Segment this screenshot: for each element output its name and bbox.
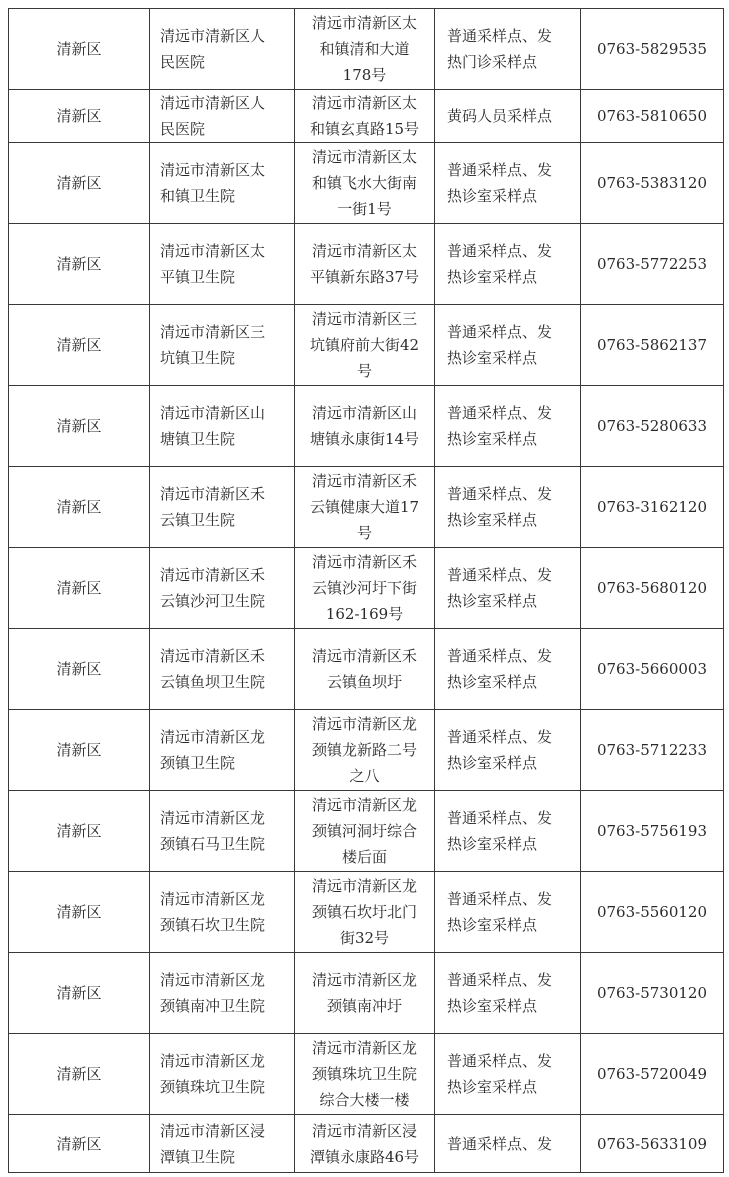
address-line: 清远市清新区三 <box>311 310 417 328</box>
table-row <box>9 629 724 710</box>
site-name-line: 平镇卫生院 <box>160 268 236 286</box>
site-type-line: 热诊室采样点 <box>447 835 538 853</box>
address-cell <box>295 386 435 467</box>
phone-cell: 0763-5383120 <box>581 143 724 224</box>
address-line: 综合大楼一楼 <box>319 1091 410 1109</box>
address-cell <box>295 791 435 872</box>
phone-cell: 0763-3162120 <box>581 467 724 548</box>
address-line: 街32号 <box>339 929 390 947</box>
site-name-line: 塘镇卫生院 <box>160 430 236 448</box>
site-name-cell <box>150 710 295 791</box>
site-name-cell <box>150 224 295 305</box>
phone-cell: 0763-5560120 <box>581 872 724 953</box>
address-line: 之八 <box>349 767 380 785</box>
site-name-line: 颈镇石马卫生院 <box>160 835 266 853</box>
address-line: 云镇健康大道17 <box>309 498 420 516</box>
site-type-cell <box>435 1115 581 1173</box>
address-cell <box>295 305 435 386</box>
address-line: 号 <box>356 524 372 542</box>
address-cell <box>295 467 435 548</box>
site-type-cell <box>435 90 581 143</box>
phone-cell: 0763-5280633 <box>581 386 724 467</box>
site-type-line: 普通采样点、发 <box>447 728 553 746</box>
address-line: 颈镇珠坑卫生院 <box>311 1065 417 1083</box>
district-cell: 清新区 <box>9 90 150 143</box>
site-name-line: 清远市清新区龙 <box>160 728 266 746</box>
site-type-cell <box>435 1034 581 1115</box>
phone-cell: 0763-5720049 <box>581 1034 724 1115</box>
site-name-line: 清远市清新区三 <box>160 323 266 341</box>
table-body <box>9 9 724 1173</box>
site-name-line: 和镇卫生院 <box>160 187 236 205</box>
site-type-line: 普通采样点、发 <box>447 27 553 45</box>
site-name-cell <box>150 386 295 467</box>
address-cell <box>295 548 435 629</box>
address-line: 一街1号 <box>337 200 392 218</box>
table-row <box>9 872 724 953</box>
district-cell: 清新区 <box>9 467 150 548</box>
phone-cell: 0763-5810650 <box>581 90 724 143</box>
phone-cell: 0763-5730120 <box>581 953 724 1034</box>
phone-cell: 0763-5712233 <box>581 710 724 791</box>
phone-cell: 0763-5756193 <box>581 791 724 872</box>
site-type-line: 普通采样点、发 <box>447 1052 553 1070</box>
site-name-line: 颈镇珠坑卫生院 <box>160 1078 266 1096</box>
address-cell <box>295 1034 435 1115</box>
site-type-cell <box>435 629 581 710</box>
address-line: 号 <box>356 362 372 380</box>
site-type-line: 普通采样点、发 <box>447 971 553 989</box>
site-name-line: 颈镇卫生院 <box>160 754 236 772</box>
site-type-cell <box>435 9 581 90</box>
phone-cell: 0763-5772253 <box>581 224 724 305</box>
site-name-line: 清远市清新区太 <box>160 242 266 260</box>
address-line: 云镇沙河圩下街 <box>311 579 417 597</box>
site-type-cell <box>435 953 581 1034</box>
phone-cell: 0763-5660003 <box>581 629 724 710</box>
site-name-cell <box>150 305 295 386</box>
site-name-line: 清远市清新区山 <box>160 404 266 422</box>
site-name-line: 清远市清新区龙 <box>160 890 266 908</box>
site-type-line: 热门诊采样点 <box>447 53 538 71</box>
site-name-line: 清远市清新区人 <box>160 94 266 112</box>
address-line: 清远市清新区太 <box>311 148 417 166</box>
district-cell: 清新区 <box>9 629 150 710</box>
address-line: 坑镇府前大街42 <box>309 336 420 354</box>
address-cell <box>295 90 435 143</box>
address-line: 颈镇河洞圩综合 <box>311 822 417 840</box>
address-cell <box>295 710 435 791</box>
site-name-cell <box>150 467 295 548</box>
site-type-line: 普通采样点、发 <box>447 404 553 422</box>
table-row <box>9 548 724 629</box>
site-type-line: 热诊室采样点 <box>447 916 538 934</box>
site-type-line: 普通采样点、发 <box>447 566 553 584</box>
address-line: 楼后面 <box>341 848 387 866</box>
address-line: 清远市清新区浸 <box>311 1121 417 1140</box>
site-name-cell <box>150 629 295 710</box>
site-type-line: 普通采样点、发 <box>447 485 553 503</box>
site-type-line: 热诊室采样点 <box>447 1078 538 1096</box>
address-line: 颈镇南冲圩 <box>326 997 402 1015</box>
site-type-line: 普通采样点、发 <box>447 809 553 827</box>
site-type-line: 普通采样点、发 <box>447 323 553 341</box>
table-row <box>9 224 724 305</box>
site-name-line: 清远市清新区太 <box>160 161 266 179</box>
table-row <box>9 953 724 1034</box>
address-line: 清远市清新区太 <box>311 242 417 260</box>
site-name-line: 民医院 <box>160 53 206 71</box>
address-line: 清远市清新区山 <box>311 404 417 422</box>
table-row <box>9 90 724 143</box>
address-line: 清远市清新区禾 <box>311 472 417 490</box>
district-cell: 清新区 <box>9 872 150 953</box>
site-type-cell <box>435 710 581 791</box>
district-cell: 清新区 <box>9 548 150 629</box>
site-name-cell <box>150 548 295 629</box>
site-name-cell <box>150 872 295 953</box>
site-type-cell <box>435 548 581 629</box>
site-name-line: 坑镇卫生院 <box>160 349 236 367</box>
address-cell <box>295 143 435 224</box>
site-name-cell <box>150 791 295 872</box>
address-line: 清远市清新区龙 <box>311 877 417 895</box>
site-name-line: 潭镇卫生院 <box>160 1147 236 1166</box>
site-type-line: 普通采样点、发 <box>447 890 553 908</box>
address-line: 清远市清新区龙 <box>311 796 417 814</box>
site-type-line: 热诊室采样点 <box>447 511 538 529</box>
phone-cell: 0763-5680120 <box>581 548 724 629</box>
site-name-line: 清远市清新区禾 <box>160 485 266 503</box>
address-line: 清远市清新区龙 <box>311 1039 417 1057</box>
site-name-cell <box>150 90 295 143</box>
address-line: 塘镇永康街14号 <box>309 430 420 448</box>
address-line: 颈镇龙新路二号 <box>311 741 417 759</box>
district-cell: 清新区 <box>9 1115 150 1173</box>
table-row <box>9 305 724 386</box>
site-type-line: 普通采样点、发 <box>447 647 553 665</box>
district-cell: 清新区 <box>9 305 150 386</box>
address-line: 平镇新东路37号 <box>309 268 420 286</box>
district-cell: 清新区 <box>9 9 150 90</box>
site-type-line: 普通采样点、发 <box>447 1134 553 1153</box>
site-name-line: 清远市清新区龙 <box>160 809 266 827</box>
phone-cell: 0763-5829535 <box>581 9 724 90</box>
site-name-line: 清远市清新区龙 <box>160 971 266 989</box>
district-cell: 清新区 <box>9 710 150 791</box>
table-row <box>9 710 724 791</box>
phone-cell: 0763-5862137 <box>581 305 724 386</box>
site-type-line: 普通采样点、发 <box>447 161 553 179</box>
site-name-line: 清远市清新区龙 <box>160 1052 266 1070</box>
site-type-line: 热诊室采样点 <box>447 187 538 205</box>
district-cell: 清新区 <box>9 143 150 224</box>
address-line: 178号 <box>342 66 387 84</box>
site-type-cell <box>435 791 581 872</box>
table-row <box>9 143 724 224</box>
address-line: 颈镇石坎圩北门 <box>311 903 417 921</box>
site-type-line: 热诊室采样点 <box>447 268 538 286</box>
address-line: 潭镇永康路46号 <box>309 1147 420 1166</box>
site-type-line: 热诊室采样点 <box>447 673 538 691</box>
site-name-cell <box>150 1034 295 1115</box>
site-type-cell <box>435 386 581 467</box>
table-row <box>9 9 724 90</box>
site-type-cell <box>435 143 581 224</box>
site-name-line: 民医院 <box>160 120 206 138</box>
address-line: 和镇清和大道 <box>319 40 410 58</box>
site-type-line: 普通采样点、发 <box>447 242 553 260</box>
site-name-line: 清远市清新区禾 <box>160 647 266 665</box>
site-name-line: 清远市清新区禾 <box>160 566 266 584</box>
site-name-line: 清远市清新区浸 <box>160 1121 266 1140</box>
site-name-line: 清远市清新区人 <box>160 27 266 45</box>
site-type-cell <box>435 305 581 386</box>
address-line: 清远市清新区龙 <box>311 715 417 733</box>
address-cell <box>295 629 435 710</box>
site-name-line: 云镇沙河卫生院 <box>160 592 266 610</box>
table-row <box>9 791 724 872</box>
table-row <box>9 467 724 548</box>
site-type-line: 黄码人员采样点 <box>447 107 553 125</box>
sampling-sites-table <box>8 8 724 1173</box>
district-cell: 清新区 <box>9 386 150 467</box>
site-name-line: 云镇卫生院 <box>160 511 236 529</box>
district-cell: 清新区 <box>9 1034 150 1115</box>
site-name-line: 颈镇石坎卫生院 <box>160 916 266 934</box>
address-line: 清远市清新区太 <box>311 94 417 112</box>
table-row <box>9 386 724 467</box>
address-line: 清远市清新区太 <box>311 14 417 32</box>
district-cell: 清新区 <box>9 224 150 305</box>
site-type-cell <box>435 872 581 953</box>
site-type-line: 热诊室采样点 <box>447 754 538 772</box>
site-name-cell <box>150 1115 295 1173</box>
address-cell <box>295 872 435 953</box>
site-name-cell <box>150 953 295 1034</box>
phone-cell: 0763-5633109 <box>581 1115 724 1173</box>
address-line: 和镇飞水大街南 <box>311 174 417 192</box>
table-row <box>9 1034 724 1115</box>
address-line: 清远市清新区龙 <box>311 971 417 989</box>
site-type-cell <box>435 467 581 548</box>
address-cell <box>295 953 435 1034</box>
site-type-line: 热诊室采样点 <box>447 592 538 610</box>
site-name-line: 云镇鱼坝卫生院 <box>160 673 266 691</box>
site-name-cell <box>150 9 295 90</box>
address-line: 162-169号 <box>325 605 404 623</box>
address-line: 云镇鱼坝圩 <box>326 673 402 691</box>
address-line: 清远市清新区禾 <box>311 647 417 665</box>
site-name-line: 颈镇南冲卫生院 <box>160 997 266 1015</box>
site-type-line: 热诊室采样点 <box>447 349 538 367</box>
district-cell: 清新区 <box>9 791 150 872</box>
site-type-cell <box>435 224 581 305</box>
address-cell <box>295 9 435 90</box>
address-line: 和镇玄真路15号 <box>309 120 420 138</box>
site-type-line: 热诊室采样点 <box>447 430 538 448</box>
site-type-line: 热诊室采样点 <box>447 997 538 1015</box>
site-name-cell <box>150 143 295 224</box>
table-row <box>9 1115 724 1173</box>
address-cell <box>295 1115 435 1173</box>
address-line: 清远市清新区禾 <box>311 553 417 571</box>
address-cell <box>295 224 435 305</box>
district-cell: 清新区 <box>9 953 150 1034</box>
